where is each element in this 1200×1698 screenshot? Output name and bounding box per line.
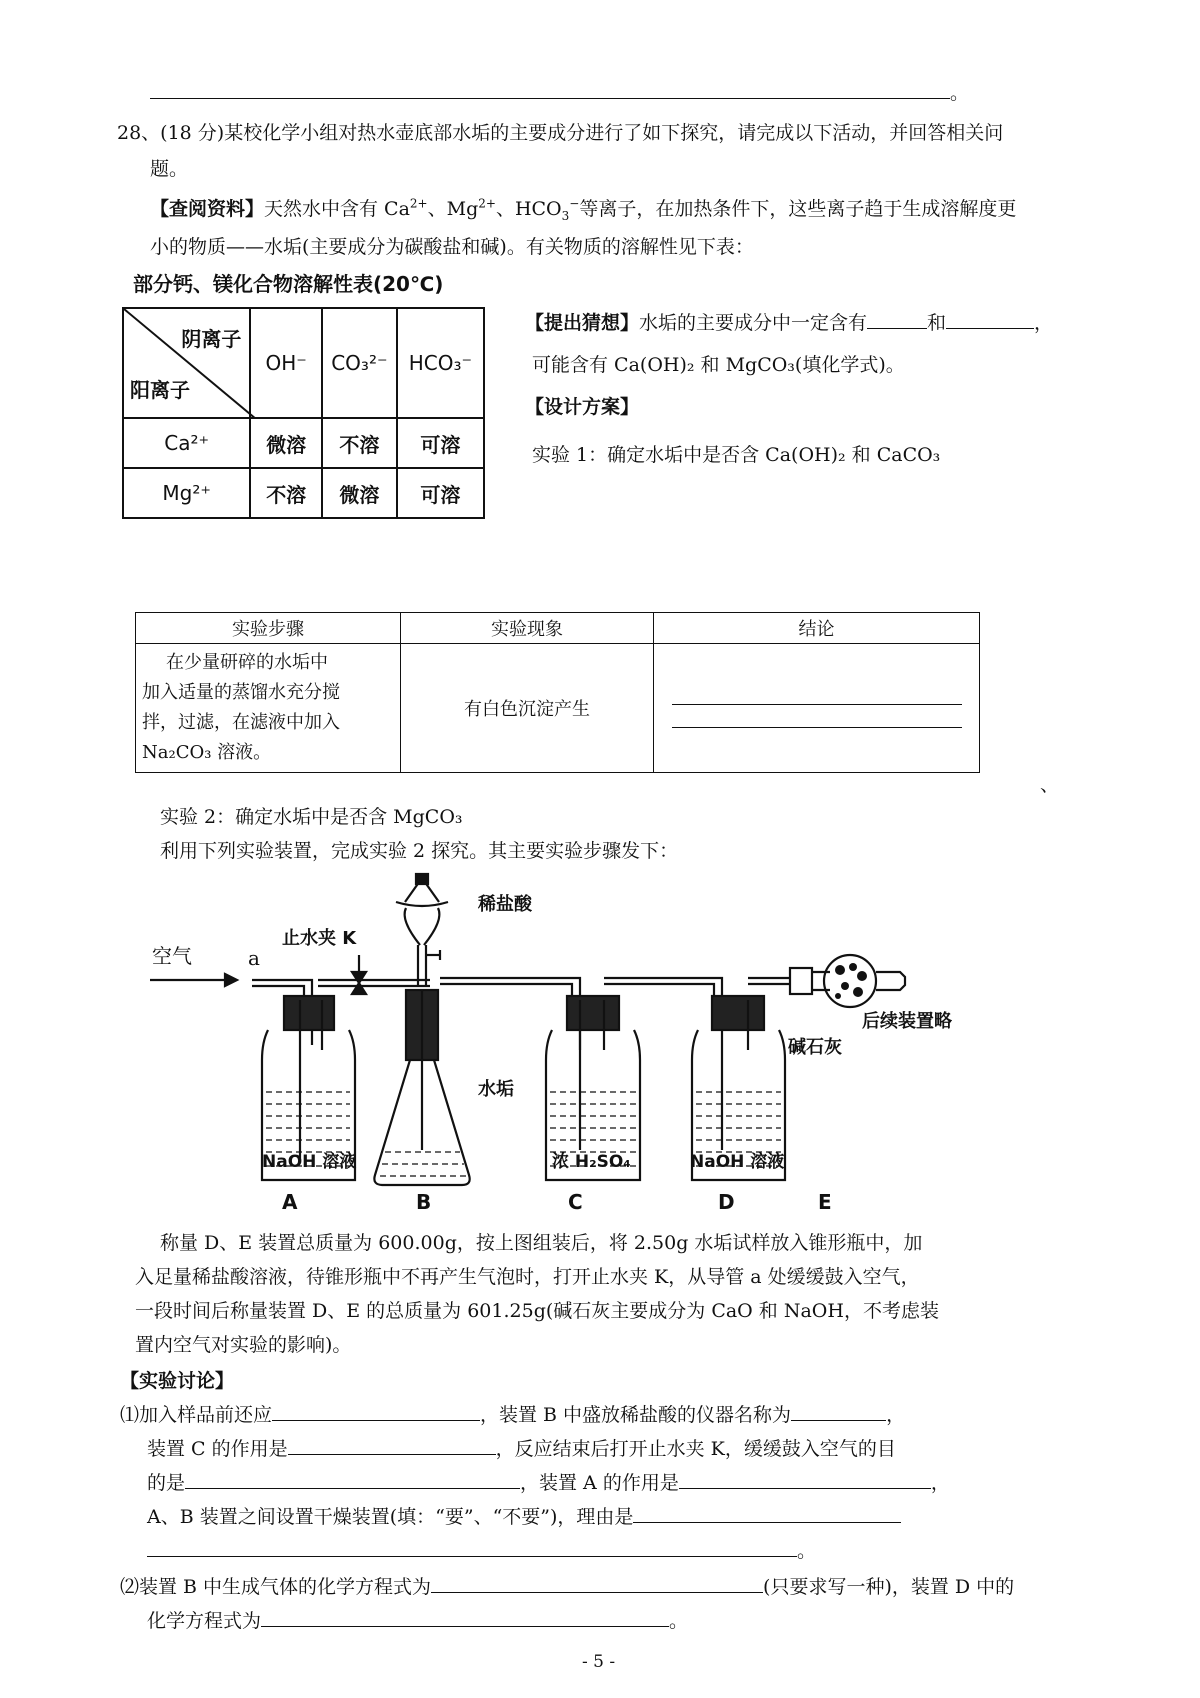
blank[interactable] (679, 1470, 931, 1489)
step-cell: 在少量研碎的水垢中 加入适量的蒸馏水充分搅 拌，过滤，在滤液中加入 Na₂CO₃ 溶液。 (136, 644, 401, 773)
air-label: 空气 (152, 944, 192, 968)
rest-label: 后续装置略 (862, 1011, 952, 1032)
bottle-c-label: 浓 H₂SO₄ (552, 1152, 631, 1172)
scale-label: 水垢 (478, 1079, 514, 1100)
letter-d: D (718, 1190, 735, 1214)
discussion-q1-line3: 的是 ，装置 A 的作用是 ， (147, 1468, 950, 1495)
header-co3: CO₃²⁻ (322, 308, 397, 418)
hypothesis-line2: 可能含有 Ca(OH)₂ 和 MgCO₃(填化学式)。 (532, 354, 905, 376)
top-answer-line: 。 (150, 78, 969, 105)
header-oh: OH⁻ (250, 308, 322, 418)
soda-lime-label: 碱石灰 (788, 1037, 842, 1058)
header-phenomenon: 实验现象 (401, 613, 654, 644)
q28-line1: 28、(18 分)某校化学小组对热水壶底部水垢的主要成分进行了如下探究，请完成以下活动，并回答相关问 (117, 122, 1004, 144)
experiment2-intro: 利用下列实验装置，完成实验 2 探究。其主要实验步骤发下： (160, 840, 679, 862)
hypothesis-label: 【提出猜想】 (525, 312, 640, 334)
design-label: 【设计方案】 (525, 396, 640, 418)
discussion-label: 【实验讨论】 (120, 1370, 235, 1392)
blank[interactable] (791, 1402, 886, 1421)
experiment1-title: 实验 1：确定水垢中是否含 Ca(OH)₂ 和 CaCO₃ (532, 444, 941, 466)
letter-a: A (282, 1190, 298, 1214)
row-ion-ca: Ca²⁺ (123, 418, 250, 468)
procedure-line: 一段时间后称量装置 D、E 的总质量为 601.25g(碱石灰主要成分为 CaO 和 NaOH，不考虑装 (135, 1300, 939, 1322)
procedure-line: 置内空气对实验的影响)。 (135, 1334, 352, 1356)
header-step: 实验步骤 (136, 613, 401, 644)
letter-e: E (818, 1190, 832, 1214)
reference-line2: 小的物质——水垢(主要成分为碳酸盐和碱)。有关物质的溶解性见下表： (150, 236, 754, 258)
reference-paragraph: 【查阅资料】天然水中含有 $Ca^{2+}$、$Mg^{2+}$、$HCO_3^-$等离子，在加热条件下，这些离子趋于生成溶解度更 (150, 196, 1017, 223)
stray-mark: 、 (1040, 774, 1060, 796)
bottle-d-label: NaOH 溶液 (690, 1152, 785, 1172)
discussion-q2-line1: ⑵装置 B 中生成气体的化学方程式为 (只要求写一种)，装置 D 中的 (120, 1572, 1014, 1599)
header-hco3: HCO₃⁻ (397, 308, 484, 418)
discussion-q1-line5: 。 (147, 1536, 816, 1563)
cell: 微溶 (322, 468, 397, 518)
experiment2-title: 实验 2：确定水垢中是否含 MgCO₃ (160, 806, 463, 828)
procedure-line: 称量 D、E 装置总质量为 600.00g，按上图组装后，将 2.50g 水垢试样放入锥形瓶中，加 (160, 1232, 923, 1254)
discussion-q1-line1: ⑴加入样品前还应 ，装置 B 中盛放稀盐酸的仪器名称为 ， (120, 1400, 905, 1427)
reference-label: 【查阅资料】 (150, 198, 265, 220)
page-number: - 5 - (582, 1652, 616, 1672)
discussion-q2-line2: 化学方程式为 。 (147, 1606, 688, 1633)
blank[interactable] (431, 1574, 763, 1593)
bottle-a-label: NaOH 溶液 (262, 1152, 357, 1172)
discussion-q1-line2: 装置 C 的作用是 ，反应结束后打开止水夹 K，缓缓鼓入空气的目 (147, 1434, 896, 1461)
discussion-q1-line4: A、B 装置之间设置干燥装置(填：“要”、“不要”)，理由是 (147, 1502, 901, 1529)
row-ion-mg: Mg²⁺ (123, 468, 250, 518)
procedure-line: 入足量稀盐酸溶液，待锥形瓶中不再产生气泡时，打开止水夹 K，从导管 a 处缓缓鼓入空气， (135, 1266, 920, 1288)
inlet-a-label: a (248, 946, 260, 970)
anion-label: 阴离子 (181, 327, 242, 351)
blank[interactable] (185, 1470, 520, 1489)
letter-b: B (416, 1190, 432, 1214)
cell: 微溶 (250, 418, 322, 468)
phenomenon-cell: 有白色沉淀产生 (401, 644, 654, 773)
letter-c: C (568, 1190, 583, 1214)
cell: 不溶 (322, 418, 397, 468)
blank[interactable] (633, 1504, 901, 1523)
blank[interactable] (288, 1436, 496, 1455)
acid-label: 稀盐酸 (478, 894, 532, 915)
blank[interactable] (147, 1538, 797, 1557)
cell: 可溶 (397, 418, 484, 468)
cell: 不溶 (250, 468, 322, 518)
blank[interactable] (261, 1608, 669, 1627)
hypothesis-line1: 【提出猜想】水垢的主要成分中一定含有 和 ， (525, 308, 1053, 335)
q28-line2: 题。 (150, 158, 189, 180)
cation-label: 阳离子 (130, 378, 190, 402)
blank[interactable] (272, 1402, 480, 1421)
clamp-label: 止水夹 K (282, 928, 357, 949)
cell: 可溶 (397, 468, 484, 518)
solubility-table-title: 部分钙、镁化合物溶解性表(20℃) (133, 272, 444, 296)
header-conclusion: 结论 (654, 613, 980, 644)
